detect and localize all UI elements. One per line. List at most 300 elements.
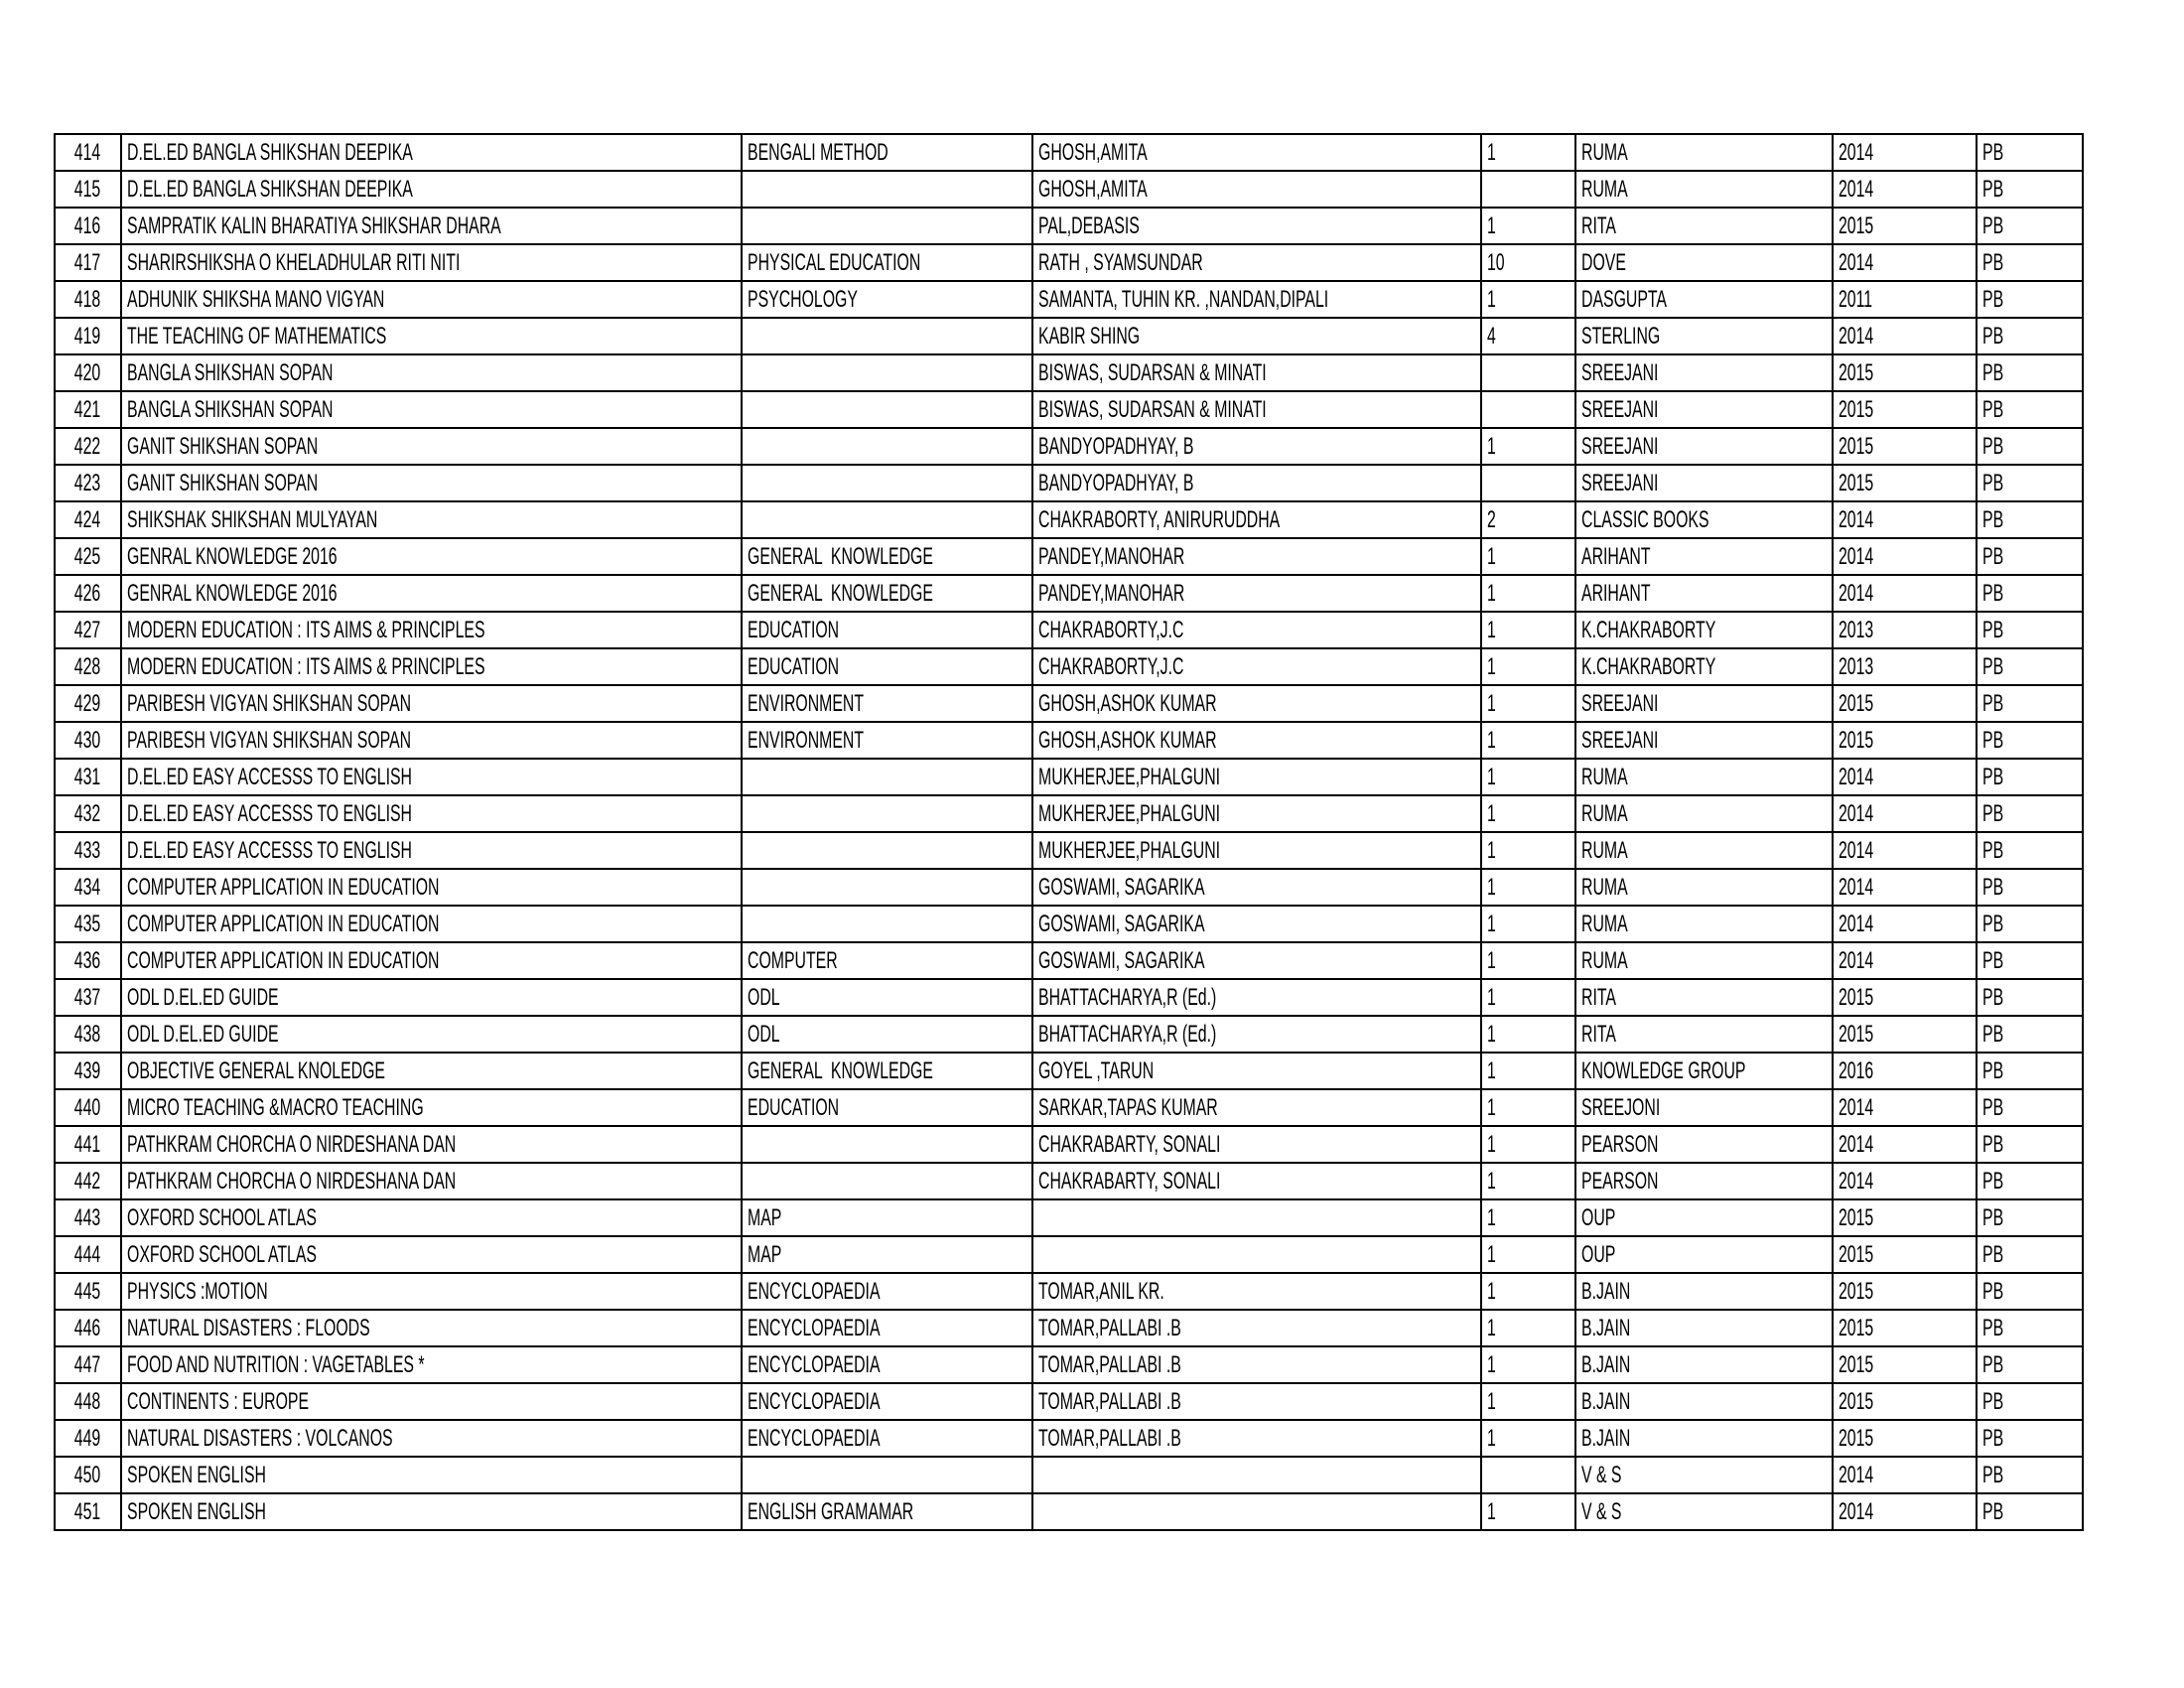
- author-text: GHOSH,ASHOK KUMAR: [1038, 689, 1217, 717]
- year-text: 2015: [1839, 726, 1874, 754]
- publisher-text: K.CHAKRABORTY: [1580, 652, 1715, 680]
- year-cell: [1833, 538, 1977, 575]
- subject-cell: [742, 795, 1032, 832]
- serial-text: 431: [74, 763, 101, 790]
- serial-cell: [55, 906, 121, 942]
- publisher-cell: [1575, 575, 1834, 612]
- title-cell: [121, 1310, 742, 1346]
- subject-cell: [742, 648, 1032, 685]
- quantity-text: 1: [1486, 763, 1496, 790]
- quantity-text: 1: [1486, 1277, 1496, 1305]
- subject-text: ENCYCLOPAEDIA: [748, 1277, 881, 1305]
- author-cell: [1032, 1273, 1481, 1310]
- serial-cell: [55, 465, 121, 501]
- title-cell: [121, 612, 742, 648]
- author-cell: [1032, 942, 1481, 979]
- author-text: KABIR SHING: [1038, 322, 1141, 350]
- publisher-cell: [1575, 1016, 1834, 1053]
- subject-text: ODL: [748, 983, 780, 1011]
- title-text: SHIKSHAK SHIKSHAN MULYAYAN: [127, 505, 378, 533]
- binding-cell: [1977, 759, 2083, 795]
- publisher-text: DASGUPTA: [1580, 285, 1667, 313]
- binding-cell: [1977, 1493, 2083, 1530]
- author-text: GHOSH,AMITA: [1038, 175, 1148, 203]
- binding-cell: [1977, 318, 2083, 354]
- publisher-cell: [1575, 281, 1834, 318]
- publisher-text: ARIHANT: [1580, 579, 1651, 607]
- serial-text: 417: [74, 248, 101, 276]
- year-text: 2014: [1839, 946, 1874, 974]
- year-text: 2015: [1839, 432, 1874, 460]
- publisher-cell: [1575, 942, 1834, 979]
- serial-text: 415: [74, 175, 101, 203]
- author-text: TOMAR,PALLABI .B: [1038, 1314, 1181, 1341]
- subject-text: PHYSICAL EDUCATION: [748, 248, 921, 276]
- publisher-text: SREEJANI: [1580, 432, 1659, 460]
- subject-cell: [742, 171, 1032, 208]
- serial-text: 450: [74, 1461, 101, 1488]
- binding-cell: [1977, 354, 2083, 391]
- year-cell: [1833, 648, 1977, 685]
- serial-text: 422: [74, 432, 101, 460]
- year-cell: [1833, 465, 1977, 501]
- subject-cell: [742, 501, 1032, 538]
- serial-text: 442: [74, 1167, 101, 1195]
- author-cell: [1032, 1126, 1481, 1163]
- subject-text: EDUCATION: [748, 616, 840, 643]
- table-row: [55, 1310, 2083, 1346]
- table-row: [55, 1383, 2083, 1420]
- year-cell: [1833, 1089, 1977, 1126]
- quantity-cell: [1481, 171, 1575, 208]
- binding-cell: [1977, 1053, 2083, 1089]
- serial-cell: [55, 648, 121, 685]
- year-cell: [1833, 391, 1977, 428]
- quantity-cell: [1481, 1089, 1575, 1126]
- author-cell: [1032, 465, 1481, 501]
- binding-cell: [1977, 1420, 2083, 1457]
- title-text: NATURAL DISASTERS : VOLCANOS: [127, 1424, 393, 1452]
- year-cell: [1833, 795, 1977, 832]
- author-cell: [1032, 428, 1481, 465]
- author-text: MUKHERJEE,PHALGUNI: [1038, 763, 1221, 790]
- subject-text: ENVIRONMENT: [748, 689, 865, 717]
- binding-text: PB: [1982, 652, 2004, 680]
- title-cell: [121, 1493, 742, 1530]
- binding-text: PB: [1982, 946, 2004, 974]
- serial-cell: [55, 685, 121, 722]
- publisher-text: B.JAIN: [1580, 1277, 1631, 1305]
- publisher-text: CLASSIC BOOKS: [1580, 505, 1709, 533]
- quantity-cell: [1481, 538, 1575, 575]
- year-cell: [1833, 318, 1977, 354]
- title-cell: [121, 501, 742, 538]
- title-cell: [121, 979, 742, 1016]
- year-cell: [1833, 759, 1977, 795]
- title-cell: [121, 648, 742, 685]
- binding-text: PB: [1982, 763, 2004, 790]
- title-text: ODL D.EL.ED GUIDE: [127, 983, 279, 1011]
- quantity-text: 1: [1486, 652, 1496, 680]
- year-cell: [1833, 1493, 1977, 1530]
- table-row: [55, 979, 2083, 1016]
- title-cell: [121, 832, 742, 869]
- title-text: COMPUTER APPLICATION IN EDUCATION: [127, 910, 440, 937]
- year-cell: [1833, 1053, 1977, 1089]
- quantity-text: 1: [1486, 799, 1496, 827]
- publisher-cell: [1575, 208, 1834, 244]
- publisher-cell: [1575, 979, 1834, 1016]
- title-text: D.EL.ED EASY ACCESSS TO ENGLISH: [127, 836, 412, 864]
- quantity-cell: [1481, 391, 1575, 428]
- title-cell: [121, 1383, 742, 1420]
- year-cell: [1833, 171, 1977, 208]
- year-text: 2014: [1839, 1167, 1874, 1195]
- binding-text: PB: [1982, 505, 2004, 533]
- publisher-cell: [1575, 832, 1834, 869]
- binding-text: PB: [1982, 1277, 2004, 1305]
- quantity-cell: [1481, 1273, 1575, 1310]
- year-cell: [1833, 1383, 1977, 1420]
- serial-cell: [55, 1236, 121, 1273]
- serial-cell: [55, 134, 121, 171]
- publisher-text: B.JAIN: [1580, 1314, 1631, 1341]
- title-cell: [121, 1089, 742, 1126]
- year-cell: [1833, 906, 1977, 942]
- binding-text: PB: [1982, 358, 2004, 386]
- publisher-text: B.JAIN: [1580, 1387, 1631, 1415]
- year-text: 2014: [1839, 799, 1874, 827]
- quantity-text: 1: [1486, 1093, 1496, 1121]
- binding-text: PB: [1982, 799, 2004, 827]
- binding-cell: [1977, 1310, 2083, 1346]
- serial-text: 432: [74, 799, 101, 827]
- serial-cell: [55, 1310, 121, 1346]
- year-text: 2015: [1839, 1387, 1874, 1415]
- subject-cell: [742, 1126, 1032, 1163]
- table-row: [55, 428, 2083, 465]
- binding-cell: [1977, 171, 2083, 208]
- serial-text: 419: [74, 322, 101, 350]
- subject-cell: [742, 869, 1032, 906]
- publisher-cell: [1575, 1420, 1834, 1457]
- year-text: 2015: [1839, 1350, 1874, 1378]
- quantity-cell: [1481, 1346, 1575, 1383]
- publisher-cell: [1575, 869, 1834, 906]
- subject-text: ENCYCLOPAEDIA: [748, 1350, 881, 1378]
- publisher-text: SREEJANI: [1580, 689, 1659, 717]
- binding-cell: [1977, 1016, 2083, 1053]
- binding-text: PB: [1982, 211, 2004, 239]
- quantity-text: 1: [1486, 1424, 1496, 1452]
- year-cell: [1833, 722, 1977, 759]
- serial-text: 443: [74, 1203, 101, 1231]
- author-cell: [1032, 1383, 1481, 1420]
- serial-cell: [55, 1420, 121, 1457]
- serial-text: 421: [74, 395, 101, 423]
- serial-cell: [55, 1053, 121, 1089]
- binding-cell: [1977, 281, 2083, 318]
- author-cell: [1032, 1163, 1481, 1199]
- author-text: TOMAR,ANIL KR.: [1038, 1277, 1164, 1305]
- publisher-cell: [1575, 134, 1834, 171]
- binding-cell: [1977, 1126, 2083, 1163]
- author-cell: [1032, 281, 1481, 318]
- publisher-cell: [1575, 391, 1834, 428]
- publisher-text: RITA: [1580, 1020, 1616, 1048]
- author-text: GOSWAMI, SAGARIKA: [1038, 946, 1205, 974]
- title-text: GANIT SHIKSHAN SOPAN: [127, 432, 319, 460]
- subject-text: GENERAL KNOWLEDGE: [748, 1056, 933, 1084]
- binding-text: PB: [1982, 1424, 2004, 1452]
- author-cell: [1032, 244, 1481, 281]
- author-cell: [1032, 906, 1481, 942]
- quantity-cell: [1481, 1420, 1575, 1457]
- quantity-cell: [1481, 318, 1575, 354]
- subject-cell: [742, 1457, 1032, 1493]
- serial-text: 438: [74, 1020, 101, 1048]
- subject-cell: [742, 1089, 1032, 1126]
- author-text: TOMAR,PALLABI .B: [1038, 1350, 1181, 1378]
- subject-text: ENCYCLOPAEDIA: [748, 1314, 881, 1341]
- title-text: SAMPRATIK KALIN BHARATIYA SHIKSHAR DHARA: [127, 211, 501, 239]
- binding-text: PB: [1982, 248, 2004, 276]
- publisher-cell: [1575, 759, 1834, 795]
- title-cell: [121, 1199, 742, 1236]
- publisher-text: RUMA: [1580, 138, 1628, 166]
- publisher-cell: [1575, 685, 1834, 722]
- year-text: 2014: [1839, 1130, 1874, 1158]
- quantity-text: 1: [1486, 689, 1496, 717]
- table-row: [55, 942, 2083, 979]
- subject-cell: [742, 354, 1032, 391]
- publisher-cell: [1575, 906, 1834, 942]
- author-cell: [1032, 1420, 1481, 1457]
- quantity-cell: [1481, 244, 1575, 281]
- serial-cell: [55, 1457, 121, 1493]
- quantity-cell: [1481, 759, 1575, 795]
- publisher-cell: [1575, 318, 1834, 354]
- serial-text: 439: [74, 1056, 101, 1084]
- subject-cell: [742, 759, 1032, 795]
- quantity-text: 4: [1486, 322, 1496, 350]
- author-text: CHAKRABORTY, ANIRURUDDHA: [1038, 505, 1281, 533]
- title-cell: [121, 1053, 742, 1089]
- year-cell: [1833, 869, 1977, 906]
- title-text: FOOD AND NUTRITION : VAGETABLES *: [127, 1350, 425, 1378]
- serial-text: 434: [74, 873, 101, 901]
- subject-cell: [742, 612, 1032, 648]
- binding-text: PB: [1982, 983, 2004, 1011]
- year-text: 2015: [1839, 689, 1874, 717]
- title-text: BANGLA SHIKSHAN SOPAN: [127, 395, 334, 423]
- table-row: [55, 391, 2083, 428]
- publisher-text: PEARSON: [1580, 1130, 1659, 1158]
- serial-text: 444: [74, 1240, 101, 1268]
- author-cell: [1032, 501, 1481, 538]
- year-cell: [1833, 979, 1977, 1016]
- title-text: BANGLA SHIKSHAN SOPAN: [127, 358, 334, 386]
- quantity-text: 1: [1486, 1056, 1496, 1084]
- publisher-text: SREEJANI: [1580, 469, 1659, 496]
- table-row: [55, 685, 2083, 722]
- table-row: [55, 538, 2083, 575]
- author-text: RATH , SYAMSUNDAR: [1038, 248, 1203, 276]
- quantity-cell: [1481, 869, 1575, 906]
- author-cell: [1032, 1089, 1481, 1126]
- table-row: [55, 1493, 2083, 1530]
- author-text: GHOSH,ASHOK KUMAR: [1038, 726, 1217, 754]
- publisher-cell: [1575, 1236, 1834, 1273]
- subject-cell: [742, 244, 1032, 281]
- author-cell: [1032, 171, 1481, 208]
- title-cell: [121, 391, 742, 428]
- binding-cell: [1977, 832, 2083, 869]
- title-text: PARIBESH VIGYAN SHIKSHAN SOPAN: [127, 689, 412, 717]
- year-text: 2014: [1839, 175, 1874, 203]
- year-cell: [1833, 1273, 1977, 1310]
- publisher-cell: [1575, 171, 1834, 208]
- quantity-text: 1: [1486, 1387, 1496, 1415]
- table-row: [55, 1346, 2083, 1383]
- publisher-text: SREEJANI: [1580, 726, 1659, 754]
- book-table: [54, 133, 2084, 1531]
- author-cell: [1032, 722, 1481, 759]
- quantity-text: 1: [1486, 836, 1496, 864]
- quantity-text: 1: [1486, 285, 1496, 313]
- publisher-text: ARIHANT: [1580, 542, 1651, 570]
- year-text: 2015: [1839, 1203, 1874, 1231]
- quantity-cell: [1481, 428, 1575, 465]
- year-cell: [1833, 1420, 1977, 1457]
- subject-cell: [742, 391, 1032, 428]
- serial-cell: [55, 1163, 121, 1199]
- serial-text: 445: [74, 1277, 101, 1305]
- quantity-text: 1: [1486, 1130, 1496, 1158]
- binding-cell: [1977, 906, 2083, 942]
- year-text: 2014: [1839, 542, 1874, 570]
- quantity-cell: [1481, 1163, 1575, 1199]
- title-cell: [121, 171, 742, 208]
- quantity-text: 1: [1486, 726, 1496, 754]
- serial-text: 416: [74, 211, 101, 239]
- publisher-text: K.CHAKRABORTY: [1580, 616, 1715, 643]
- table-row: [55, 612, 2083, 648]
- author-text: PAL,DEBASIS: [1038, 211, 1140, 239]
- year-text: 2014: [1839, 836, 1874, 864]
- publisher-cell: [1575, 722, 1834, 759]
- year-text: 2011: [1839, 285, 1873, 313]
- table-row: [55, 906, 2083, 942]
- binding-cell: [1977, 208, 2083, 244]
- title-text: ADHUNIK SHIKSHA MANO VIGYAN: [127, 285, 385, 313]
- table-row: [55, 795, 2083, 832]
- quantity-cell: [1481, 354, 1575, 391]
- publisher-cell: [1575, 244, 1834, 281]
- publisher-text: RUMA: [1580, 946, 1628, 974]
- year-text: 2015: [1839, 983, 1874, 1011]
- publisher-cell: [1575, 1346, 1834, 1383]
- year-text: 2015: [1839, 1314, 1874, 1341]
- quantity-cell: [1481, 979, 1575, 1016]
- publisher-cell: [1575, 612, 1834, 648]
- serial-text: 440: [74, 1093, 101, 1121]
- table-row: [55, 244, 2083, 281]
- quantity-cell: [1481, 832, 1575, 869]
- year-text: 2013: [1839, 616, 1874, 643]
- subject-cell: [742, 685, 1032, 722]
- serial-text: 420: [74, 358, 101, 386]
- serial-text: 427: [74, 616, 101, 643]
- title-cell: [121, 244, 742, 281]
- publisher-text: DOVE: [1580, 248, 1626, 276]
- serial-cell: [55, 759, 121, 795]
- table-row: [55, 869, 2083, 906]
- year-text: 2015: [1839, 1020, 1874, 1048]
- binding-cell: [1977, 1383, 2083, 1420]
- quantity-cell: [1481, 1199, 1575, 1236]
- title-cell: [121, 134, 742, 171]
- serial-cell: [55, 942, 121, 979]
- serial-cell: [55, 1199, 121, 1236]
- quantity-cell: [1481, 1236, 1575, 1273]
- quantity-text: 1: [1486, 138, 1496, 166]
- quantity-text: 1: [1486, 1314, 1496, 1341]
- table-row: [55, 832, 2083, 869]
- serial-text: 429: [74, 689, 101, 717]
- quantity-text: 1: [1486, 910, 1496, 937]
- binding-cell: [1977, 575, 2083, 612]
- subject-cell: [742, 575, 1032, 612]
- subject-cell: [742, 942, 1032, 979]
- publisher-cell: [1575, 465, 1834, 501]
- table-row: [55, 134, 2083, 171]
- table-row: [55, 759, 2083, 795]
- subject-cell: [742, 208, 1032, 244]
- title-cell: [121, 575, 742, 612]
- quantity-cell: [1481, 575, 1575, 612]
- serial-text: 449: [74, 1424, 101, 1452]
- quantity-text: 1: [1486, 579, 1496, 607]
- title-cell: [121, 538, 742, 575]
- subject-text: PSYCHOLOGY: [748, 285, 858, 313]
- publisher-cell: [1575, 648, 1834, 685]
- year-cell: [1833, 1163, 1977, 1199]
- title-cell: [121, 1016, 742, 1053]
- subject-cell: [742, 1273, 1032, 1310]
- publisher-text: KNOWLEDGE GROUP: [1580, 1056, 1746, 1084]
- binding-text: PB: [1982, 689, 2004, 717]
- binding-text: PB: [1982, 910, 2004, 937]
- author-cell: [1032, 575, 1481, 612]
- subject-cell: [742, 1310, 1032, 1346]
- binding-cell: [1977, 134, 2083, 171]
- subject-cell: [742, 1236, 1032, 1273]
- author-cell: [1032, 612, 1481, 648]
- year-cell: [1833, 244, 1977, 281]
- title-cell: [121, 465, 742, 501]
- publisher-text: SREEJANI: [1580, 358, 1659, 386]
- year-text: 2015: [1839, 395, 1874, 423]
- subject-text: MAP: [748, 1240, 782, 1268]
- author-cell: [1032, 134, 1481, 171]
- title-cell: [121, 1420, 742, 1457]
- binding-text: PB: [1982, 1314, 2004, 1341]
- publisher-cell: [1575, 1199, 1834, 1236]
- quantity-cell: [1481, 1053, 1575, 1089]
- title-text: GANIT SHIKSHAN SOPAN: [127, 469, 319, 496]
- author-cell: [1032, 1016, 1481, 1053]
